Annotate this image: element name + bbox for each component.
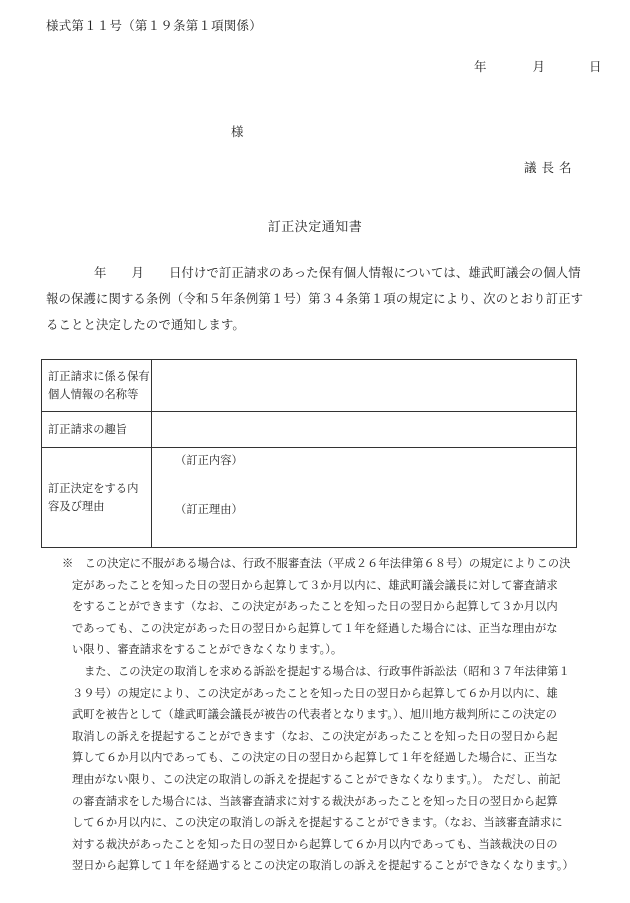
note-line: また、この決定の取消しを求める訴訟を提起する場合は、行政事件訴訟法（昭和３７年法律第１ bbox=[84, 664, 570, 678]
cell-purpose[interactable] bbox=[152, 412, 577, 448]
correction-content-label: （訂正内容） bbox=[175, 454, 243, 467]
note-line: 理由がない限り、この決定の取消しの訴えを提起することができなくなります。）。 ただし、前記 bbox=[72, 772, 561, 786]
date-line bbox=[474, 57, 601, 75]
correction-reason-label: （訂正理由） bbox=[175, 503, 243, 516]
note-line: の審査請求をした場合には、当該審査請求に対する裁決があったことを知った日の翌日から起算 bbox=[72, 794, 558, 808]
body-line: 年 月 日付けで訂正請求のあった保有個人情報については、雄武町議会の個人情 bbox=[94, 265, 581, 280]
row-label-info-name bbox=[42, 360, 152, 412]
cell-info-name[interactable] bbox=[152, 360, 577, 412]
note-line: 定があったことを知った日の翌日から起算して３か月以内に、雄武町議会議長に対して審査請求 bbox=[72, 578, 558, 592]
table-row bbox=[42, 412, 577, 448]
table-row bbox=[42, 448, 577, 548]
year-label: 年 bbox=[474, 59, 487, 74]
info-table bbox=[41, 359, 577, 548]
note-line: い限り、審査請求をすることができなくなります。）。 bbox=[72, 643, 343, 657]
note-line: 翌日から起算して１年を経過するとこの決定の取消しの訴えを提起することができなくなります。） bbox=[72, 859, 574, 873]
document-title: 訂正決定通知書 bbox=[267, 220, 363, 235]
note-line: 取消しの訴えを提起することができます（なお、この決定があったことを知った日の翌日から起 bbox=[72, 729, 558, 743]
note-line: であっても、この決定があった日の翌日から起算して１年を経過した場合には、正当な理由がな bbox=[72, 621, 558, 635]
label-line: 訂正請求に係る保有 bbox=[48, 369, 150, 383]
addressee-suffix: 様 bbox=[231, 124, 244, 139]
row-label-purpose: 訂正請求の趣旨 bbox=[42, 412, 152, 448]
note-line: 算して６か月以内であっても、この決定の日の翌日から起算して１年を経過した場合に、正当な bbox=[72, 751, 558, 765]
label-line: 訂正決定をする内 bbox=[48, 481, 139, 495]
table-row bbox=[42, 360, 577, 412]
note-line: ※ この決定に不服がある場合は、行政不服審査法（平成２６年法律第６８号）の規定によりこの決 bbox=[62, 557, 571, 570]
sender-name: 議長名 bbox=[524, 160, 577, 175]
body-text bbox=[46, 260, 588, 338]
month-label: 月 bbox=[532, 59, 545, 74]
appeal-notes bbox=[62, 553, 574, 877]
note-line: ３９号）の規定により、この決定があったことを知った日の翌日から起算して６か月以内に、雄 bbox=[72, 686, 558, 700]
note-line: して６か月以内に、この決定の取消しの訴えを提起することができます。（なお、当該審査請求に bbox=[72, 816, 563, 830]
note-line: 武町を被告として（雄武町議会議長が被告の代表者となります。）、旭川地方裁判所にこの決定の bbox=[72, 708, 557, 722]
note-line: をすることができます（なお、この決定があったことを知った日の翌日から起算して３か月以内 bbox=[72, 600, 558, 614]
form-number: 様式第１１号（第１９条第１項関係） bbox=[46, 18, 262, 33]
day-label: 日 bbox=[588, 59, 602, 74]
note-line: 対する裁決があったことを知った日の翌日から起算して６か月以内であっても、当該裁決の日の bbox=[72, 837, 558, 851]
label-line: 個人情報の名称等 bbox=[48, 387, 139, 401]
label-line: 容及び理由 bbox=[48, 499, 105, 513]
body-line: 報の保護に関する条例（令和５年条例第１号）第３４条第１項の規定により、次のとおり訂正す bbox=[46, 291, 584, 306]
row-label-decision bbox=[42, 448, 152, 548]
body-line: ることと決定したので通知します。 bbox=[46, 317, 245, 332]
